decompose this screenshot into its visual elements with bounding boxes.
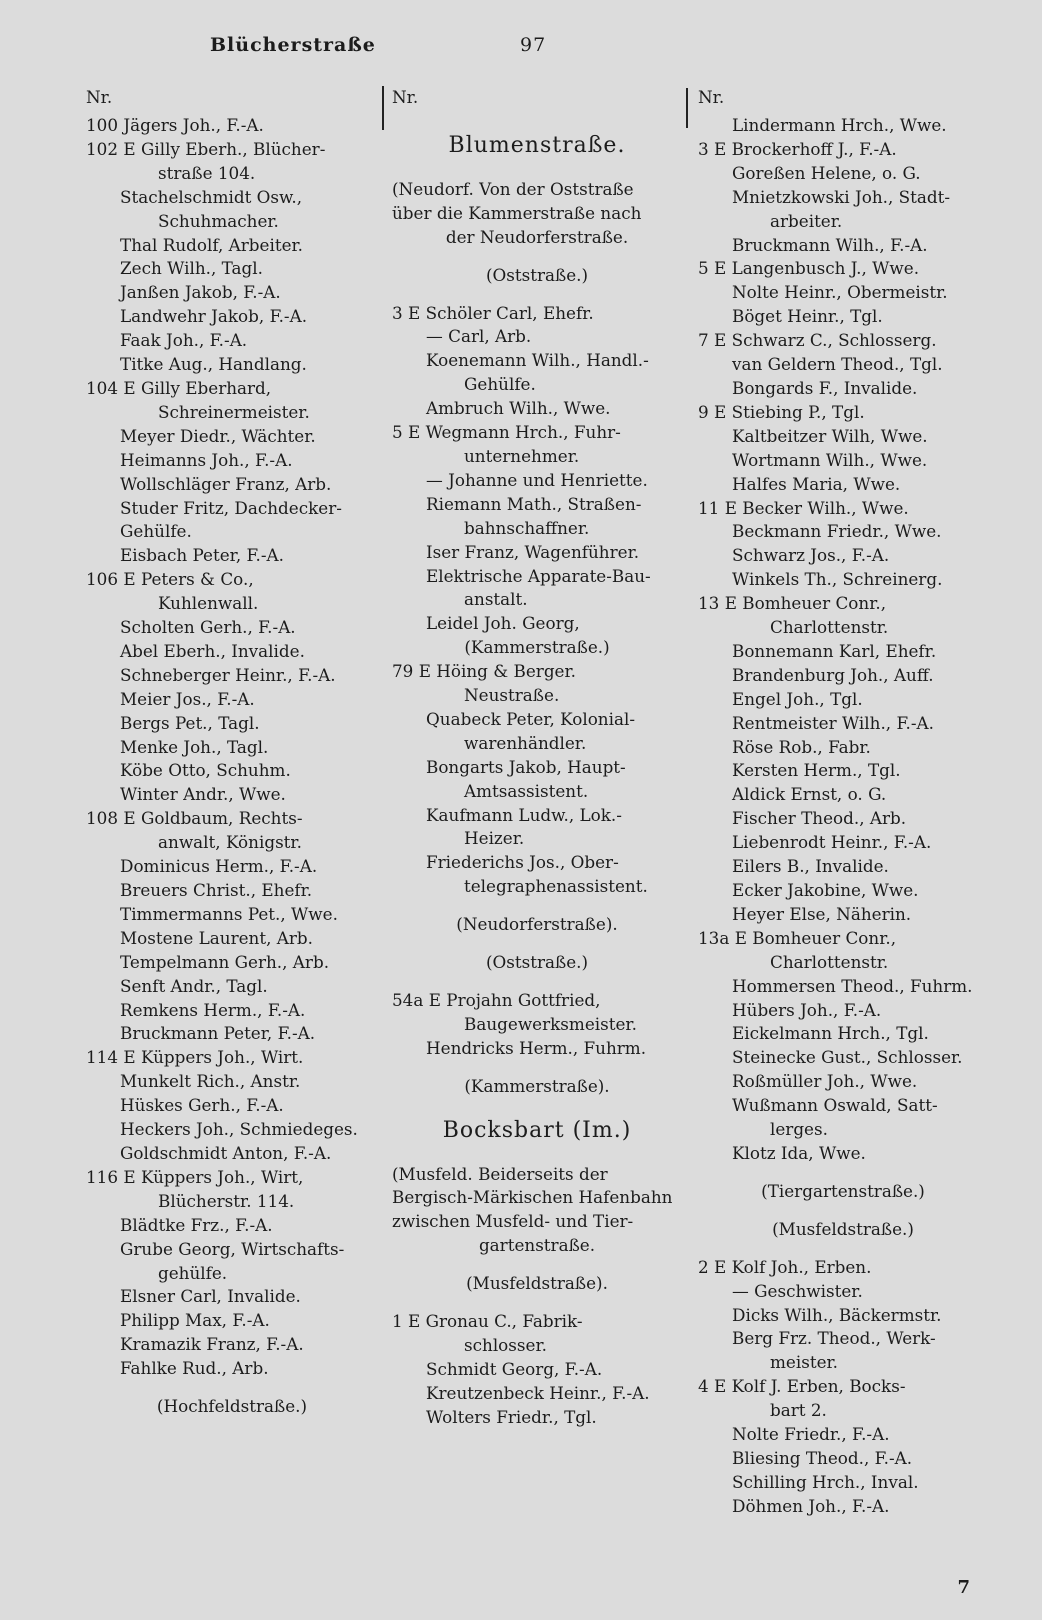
- spacer: [392, 937, 682, 951]
- resident-entry: Titke Aug., Handlang.: [120, 354, 307, 375]
- entry-continuation: lerges.: [770, 1119, 828, 1140]
- resident-entry: Leidel Joh. Georg,: [426, 613, 580, 634]
- resident-entry: Heyer Else, Näherin.: [732, 903, 912, 924]
- house-number-line: 7 E Schwarz C., Schlosserg.: [698, 330, 937, 351]
- resident-entry: Riemann Math., Straßen-: [426, 493, 642, 514]
- street-description: (Musfeld. Beiderseits der: [392, 1163, 608, 1184]
- entry-continuation: anstalt.: [464, 589, 528, 610]
- house-number-line: 9 E Stiebing P., Tgl.: [698, 401, 865, 422]
- resident-entry: Lindermann Hrch., Wwe.: [732, 115, 947, 135]
- entry-continuation: meister.: [770, 1352, 839, 1373]
- resident-entry: — Johanne und Henriette.: [426, 469, 648, 490]
- house-number-line: 5 E Wegmann Hrch., Fuhr-: [392, 422, 621, 443]
- resident-entry: Iser Franz, Wagenführer.: [426, 541, 640, 562]
- column-header: Nr.: [86, 87, 113, 107]
- resident-entry: Wortmann Wilh., Wwe.: [732, 449, 928, 470]
- resident-entry: Mostene Laurent, Arb.: [120, 927, 313, 948]
- street-heading: Blumenstraße.: [448, 133, 626, 158]
- resident-entry: Halfes Maria, Wwe.: [732, 473, 901, 494]
- spacer: [392, 1296, 682, 1310]
- house-number-line: 104 E Gilly Eberhard,: [86, 377, 272, 398]
- house-number-line: 102 E Gilly Eberh., Blücher-: [86, 138, 326, 159]
- resident-entry: Remkens Herm., F.-A.: [120, 999, 306, 1020]
- resident-entry: Philipp Max, F.-A.: [120, 1310, 270, 1331]
- cross-street: (Oststraße.): [485, 952, 589, 973]
- house-number-line: 13a E Bomheuer Conr.,: [698, 927, 897, 948]
- spacer: [392, 1149, 682, 1163]
- resident-entry: Munkelt Rich., Anstr.: [120, 1071, 301, 1092]
- resident-entry: Schwarz Jos., F.-A.: [732, 545, 890, 566]
- resident-entry: Fahlke Rud., Arb.: [120, 1358, 269, 1379]
- cross-street: (Oststraße.): [485, 264, 589, 285]
- resident-entry: Kaltbeitzer Wilh, Wwe.: [732, 425, 928, 446]
- resident-entry: Abel Eberh., Invalide.: [120, 640, 305, 661]
- resident-entry: Breuers Christ., Ehefr.: [120, 880, 313, 900]
- resident-entry: Heimanns Joh., F.-A.: [120, 449, 293, 470]
- resident-entry: Kramazik Franz, F.-A.: [120, 1334, 304, 1355]
- house-number-line: 100 Jägers Joh., F.-A.: [86, 115, 264, 135]
- resident-entry: Döhmen Joh., F.-A.: [732, 1495, 890, 1516]
- entry-continuation: straße 104.: [158, 162, 256, 183]
- resident-entry: Wußmann Oswald, Satt-: [732, 1095, 938, 1116]
- resident-entry: Bongards F., Invalide.: [732, 377, 918, 398]
- resident-entry: Eickelmann Hrch., Tgl.: [732, 1023, 929, 1044]
- house-number-line: 114 E Küppers Joh., Wirt.: [86, 1047, 304, 1068]
- resident-entry: Bliesing Theod., F.-A.: [732, 1447, 913, 1468]
- cross-street: (Kammerstraße.): [464, 637, 610, 658]
- cross-street: (Musfeldstraße.): [772, 1218, 914, 1239]
- resident-entry: Bruckmann Peter, F.-A.: [120, 1023, 316, 1044]
- entry-continuation: Schuhmacher.: [158, 210, 279, 231]
- resident-entry: Meier Jos., F.-A.: [120, 688, 255, 709]
- column-divider: [382, 86, 384, 130]
- resident-entry: — Geschwister.: [732, 1280, 863, 1301]
- cross-street: (Tiergartenstraße.): [761, 1180, 925, 1201]
- resident-entry: Goreßen Helene, o. G.: [732, 162, 921, 183]
- house-number-line: 54a E Projahn Gottfried,: [392, 990, 601, 1010]
- running-head-street: Blücherstraße: [210, 34, 376, 56]
- house-number-line: 13 E Bomheuer Conr.,: [698, 593, 887, 614]
- resident-entry: Gehülfe.: [120, 521, 192, 542]
- resident-entry: Friederichs Jos., Ober-: [426, 852, 619, 873]
- resident-entry: Wolters Friedr., Tgl.: [426, 1406, 597, 1427]
- resident-entry: Roßmüller Joh., Wwe.: [732, 1071, 918, 1092]
- resident-entry: Ecker Jakobine, Wwe.: [732, 880, 919, 900]
- street-description: über die Kammerstraße nach: [392, 202, 642, 223]
- resident-entry: Winter Andr., Wwe.: [120, 784, 286, 805]
- entry-continuation: schlosser.: [464, 1334, 547, 1355]
- resident-entry: Hendricks Herm., Fuhrm.: [426, 1037, 647, 1058]
- resident-entry: Fischer Theod., Arb.: [732, 808, 907, 829]
- column-left: [86, 86, 378, 1419]
- resident-entry: Hübers Joh., F.-A.: [732, 999, 882, 1020]
- entry-continuation: gehülfe.: [158, 1262, 228, 1283]
- spacer: [392, 288, 682, 302]
- spacer: [392, 1061, 682, 1075]
- resident-entry: Mnietzkowski Joh., Stadt-: [732, 186, 951, 207]
- resident-entry: Bongarts Jakob, Haupt-: [426, 756, 626, 777]
- entry-continuation: anwalt, Königstr.: [158, 832, 302, 853]
- column-divider: [686, 88, 688, 128]
- column-header: Nr.: [698, 87, 725, 107]
- entry-continuation: Schreinermeister.: [158, 401, 310, 422]
- resident-entry: Koenemann Wilh., Handl.-: [426, 350, 649, 371]
- column-header: Nr.: [392, 87, 419, 107]
- cross-street: (Kammerstraße).: [464, 1075, 610, 1096]
- resident-entry: Schilling Hrch., Inval.: [732, 1471, 919, 1492]
- resident-entry: Winkels Th., Schreinerg.: [732, 569, 943, 590]
- street-description: zwischen Musfeld- und Tier-: [392, 1211, 634, 1232]
- house-number-line: 4 E Kolf J. Erben, Bocks-: [698, 1376, 906, 1397]
- house-number-line: 106 E Peters & Co.,: [86, 569, 254, 590]
- resident-entry: Zech Wilh., Tagl.: [120, 258, 263, 279]
- resident-entry: Janßen Jakob, F.-A.: [120, 282, 281, 303]
- resident-entry: Kaufmann Ludw., Lok.-: [426, 804, 622, 825]
- resident-entry: Aldick Ernst, o. G.: [732, 784, 887, 805]
- resident-entry: Quabeck Peter, Kolonial-: [426, 708, 636, 729]
- spacer: [698, 1242, 988, 1256]
- entry-continuation: bahnschaffner.: [464, 517, 590, 538]
- spacer: [392, 899, 682, 913]
- resident-entry: Liebenrodt Heinr., F.-A.: [732, 832, 932, 853]
- resident-entry: Scholten Gerh., F.-A.: [120, 617, 296, 638]
- resident-entry: Köbe Otto, Schuhm.: [120, 760, 291, 781]
- resident-entry: Kreutzenbeck Heinr., F.-A.: [426, 1382, 650, 1403]
- spacer: [86, 1381, 378, 1395]
- resident-entry: Rentmeister Wilh., F.-A.: [732, 712, 934, 733]
- resident-entry: Stachelschmidt Osw.,: [120, 186, 303, 207]
- spacer: [392, 1099, 682, 1113]
- spacer: [392, 250, 682, 264]
- resident-entry: Blädtke Frz., F.-A.: [120, 1214, 273, 1235]
- house-number-line: 5 E Langenbusch J., Wwe.: [698, 258, 920, 279]
- resident-entry: Dominicus Herm., F.-A.: [120, 856, 318, 877]
- resident-entry: Elektrische Apparate-Bau-: [426, 565, 651, 586]
- resident-entry: — Carl, Arb.: [426, 326, 532, 347]
- house-number-line: 79 E Höing & Berger.: [392, 661, 577, 682]
- resident-entry: Beckmann Friedr., Wwe.: [732, 521, 942, 542]
- entry-continuation: Charlottenstr.: [770, 617, 889, 638]
- entry-continuation: Gehülfe.: [464, 374, 536, 395]
- cross-street: (Hochfeldstraße.): [156, 1396, 308, 1417]
- house-number-line: 2 E Kolf Joh., Erben.: [698, 1256, 872, 1277]
- entry-continuation: bart 2.: [770, 1400, 827, 1421]
- resident-entry: Eilers B., Invalide.: [732, 856, 889, 877]
- house-number-line: 108 E Goldbaum, Rechts-: [86, 808, 303, 829]
- resident-entry: Thal Rudolf, Arbeiter.: [120, 234, 304, 255]
- spacer: [392, 975, 682, 989]
- resident-entry: Studer Fritz, Dachdecker-: [120, 497, 342, 518]
- entry-continuation: Amtsassistent.: [464, 780, 589, 801]
- resident-entry: Schmidt Georg, F.-A.: [426, 1358, 603, 1379]
- entry-continuation: unternehmer.: [464, 445, 580, 466]
- resident-entry: Ambruch Wilh., Wwe.: [426, 398, 611, 419]
- resident-entry: Hommersen Theod., Fuhrm.: [732, 975, 973, 996]
- house-number-line: 3 E Brockerhoff J., F.-A.: [698, 138, 897, 159]
- street-description: Bergisch-Märkischen Hafenbahn: [392, 1187, 673, 1208]
- house-number-line: 1 E Gronau C., Fabrik-: [392, 1311, 583, 1332]
- resident-entry: Elsner Carl, Invalide.: [120, 1286, 301, 1307]
- entry-continuation: Baugewerksmeister.: [464, 1013, 637, 1034]
- column-right: [698, 86, 988, 1519]
- spacer: [698, 1166, 988, 1180]
- resident-entry: Brandenburg Joh., Auff.: [732, 664, 934, 685]
- entry-continuation: arbeiter.: [770, 210, 843, 231]
- spacer: [698, 1204, 988, 1218]
- resident-entry: Bonnemann Karl, Ehefr.: [732, 640, 937, 661]
- street-heading: Bocksbart (Im.): [442, 1117, 632, 1143]
- resident-entry: Steinecke Gust., Schlosser.: [732, 1047, 963, 1068]
- resident-entry: Nolte Heinr., Obermeistr.: [732, 282, 948, 303]
- resident-entry: Heckers Joh., Schmiedeges.: [120, 1119, 358, 1140]
- resident-entry: Meyer Diedr., Wächter.: [120, 425, 316, 446]
- spacer: [392, 164, 682, 178]
- cross-street: (Neudorferstraße).: [456, 914, 618, 935]
- cross-street: gartenstraße.: [478, 1235, 596, 1256]
- spacer: [392, 1258, 682, 1272]
- resident-entry: Hüskes Gerh., F.-A.: [120, 1095, 284, 1116]
- entry-continuation: Kuhlenwall.: [158, 593, 259, 614]
- resident-entry: Senft Andr., Tagl.: [120, 975, 268, 996]
- house-number-line: 116 E Küppers Joh., Wirt,: [86, 1166, 304, 1187]
- resident-entry: Faak Joh., F.-A.: [120, 330, 248, 351]
- resident-entry: Schneberger Heinr., F.-A.: [120, 664, 336, 685]
- entry-continuation: telegraphenassistent.: [464, 876, 648, 897]
- resident-entry: Kersten Herm., Tgl.: [732, 760, 901, 781]
- entry-continuation: Blücherstr. 114.: [158, 1190, 295, 1211]
- entry-continuation: Neustraße.: [464, 685, 560, 706]
- resident-entry: Goldschmidt Anton, F.-A.: [120, 1142, 332, 1163]
- resident-entry: Klotz Ida, Wwe.: [732, 1142, 866, 1163]
- resident-entry: Röse Rob., Fabr.: [732, 736, 871, 757]
- resident-entry: Berg Frz. Theod., Werk-: [732, 1328, 936, 1349]
- column-middle: [392, 86, 682, 1430]
- cross-street: (Musfeldstraße).: [466, 1273, 608, 1294]
- resident-entry: Tempelmann Gerh., Arb.: [120, 951, 330, 972]
- resident-entry: Timmermanns Pet., Wwe.: [120, 903, 338, 924]
- resident-entry: Böget Heinr., Tgl.: [732, 306, 883, 327]
- street-description: (Neudorf. Von der Oststraße: [392, 178, 634, 199]
- house-number-line: 11 E Becker Wilh., Wwe.: [698, 497, 909, 518]
- entry-continuation: warenhändler.: [464, 732, 587, 753]
- cross-street: der Neudorferstraße.: [445, 226, 629, 247]
- resident-entry: van Geldern Theod., Tgl.: [732, 354, 943, 375]
- resident-entry: Engel Joh., Tgl.: [732, 688, 863, 709]
- resident-entry: Menke Joh., Tagl.: [120, 736, 269, 757]
- resident-entry: Landwehr Jakob, F.-A.: [120, 306, 308, 327]
- spacer: [392, 114, 682, 128]
- entry-continuation: Charlottenstr.: [770, 951, 889, 972]
- resident-entry: Bruckmann Wilh., F.-A.: [732, 234, 928, 255]
- resident-entry: Eisbach Peter, F.-A.: [120, 545, 284, 566]
- resident-entry: Grube Georg, Wirtschafts-: [120, 1238, 345, 1259]
- resident-entry: Wollschläger Franz, Arb.: [120, 473, 332, 494]
- resident-entry: Nolte Friedr., F.-A.: [732, 1424, 890, 1445]
- footer-signature: 7: [957, 1577, 970, 1598]
- entry-continuation: Heizer.: [464, 828, 525, 849]
- house-number-line: 3 E Schöler Carl, Ehefr.: [392, 302, 594, 323]
- resident-entry: Dicks Wilh., Bäckermstr.: [732, 1304, 942, 1325]
- page-number: 97: [520, 34, 547, 56]
- resident-entry: Bergs Pet., Tagl.: [120, 712, 260, 733]
